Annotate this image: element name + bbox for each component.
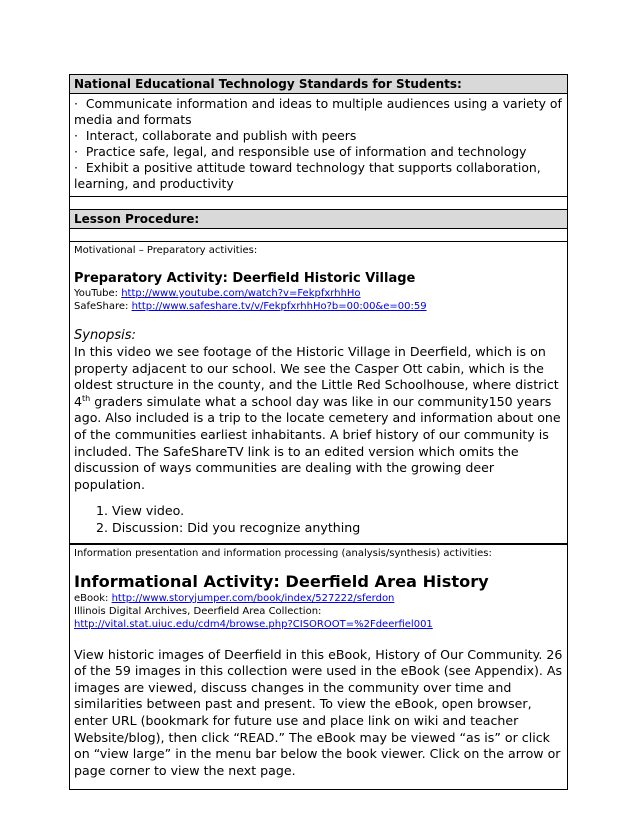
archives-label: Illinois Digital Archives, Deerfield Area Collection: xyxy=(74,605,322,617)
synopsis-heading: Synopsis: xyxy=(74,328,136,343)
procedure-box xyxy=(69,196,568,544)
standards-heading: National Educational Technology Standards for Students: xyxy=(70,75,567,94)
bullet-icon: · xyxy=(74,96,78,111)
synopsis-paragraph: In this video we see footage of the Historic Village in Deerfield, which is on property adjacent to our school. We see the Casper Ott cabin, which is the oldest structure in the county, and the Little Red Schoolhouse, where district 4th graders simulate what a school day was like in our community150 years ago. Also included is a trip to the locate cemetery and information about one of the communities earliest inhabitants. A brief history of our community is included. The SafeShareTV link is to an edited version which omits the discussion of ways communities are dealing with the growing deer population. xyxy=(74,344,561,492)
list-item: 1. View video. xyxy=(112,503,563,520)
standards-list xyxy=(70,94,567,196)
standards-item: · Communicate information and ideas to multiple audiences using a variety of media and formats xyxy=(74,96,562,127)
motivational-label: Motivational – Preparatory activities: xyxy=(74,245,258,256)
informational-activity-title: Informational Activity: Deerfield Area History xyxy=(74,571,489,591)
standards-item: · Practice safe, legal, and responsible use of information and technology xyxy=(74,144,527,159)
bullet-icon: · xyxy=(74,144,78,159)
archives-link[interactable]: http://vital.stat.uiuc.edu/cdm4/browse.php?CISOROOT=%2Fdeerfiel001 xyxy=(74,618,433,630)
ebook-link[interactable]: http://www.storyjumper.com/book/index/527222/sferdon xyxy=(111,592,395,604)
standards-box xyxy=(69,74,568,196)
list-item: 2. Discussion: Did you recognize anything xyxy=(112,520,563,537)
youtube-line: YouTube: http://www.youtube.com/watch?v=FekpfxrhhHo xyxy=(74,288,361,299)
youtube-link[interactable]: http://www.youtube.com/watch?v=FekpfxrhhHo xyxy=(121,288,361,299)
bullet-icon: · xyxy=(74,128,78,143)
safeshare-link[interactable]: http://www.safeshare.tv/v/FekpfxrhhHo?b=00:00&e=00:59 xyxy=(131,301,427,312)
informational-section xyxy=(70,545,567,790)
informational-paragraph: View historic images of Deerfield in this eBook, History of Our Community. 26 of the 59 images in this collection were used in the eBook (see Appendix). As images are viewed, discuss changes in the community over time and similarities between past and present. To view the eBook, open browser, enter URL (bookmark for future use and place link on wiki and teacher Website/blog), then click “READ.” The eBook may be viewed “as is” or click on “view large” in the menu bar below the book viewer. Click on the arrow or page corner to view the next page. xyxy=(74,646,563,778)
steps-list xyxy=(74,503,563,536)
informational-label: Information presentation and information processing (analysis/synthesis) activities: xyxy=(74,547,492,559)
divider xyxy=(70,229,567,242)
motivational-section xyxy=(70,242,567,544)
ebook-line: eBook: http://www.storyjumper.com/book/index/527222/sferdon xyxy=(74,592,395,604)
procedure-heading: Lesson Procedure: xyxy=(70,210,567,229)
standards-item: · Interact, collaborate and publish with peers xyxy=(74,128,357,143)
lesson-document xyxy=(69,74,568,790)
archives-line xyxy=(74,618,563,631)
informational-box xyxy=(69,544,568,791)
standards-item: · Exhibit a positive attitude toward technology that supports collaboration, learning, and productivity xyxy=(74,160,541,191)
divider xyxy=(70,197,567,210)
bullet-icon: · xyxy=(74,160,78,175)
preparatory-activity-title: Preparatory Activity: Deerfield Historic Village xyxy=(74,271,416,286)
safeshare-line: SafeShare: http://www.safeshare.tv/v/FekpfxrhhHo?b=00:00&e=00:59 xyxy=(74,301,427,312)
